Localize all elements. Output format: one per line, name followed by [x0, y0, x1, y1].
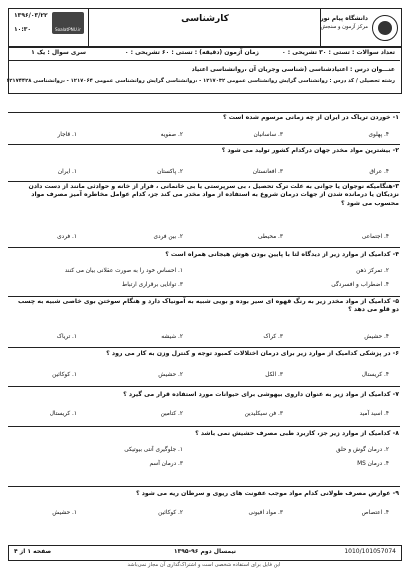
question-separator — [8, 426, 400, 427]
q3-option-1: ۱. فردی — [57, 234, 77, 240]
field-info: رشته تحصیلی / کد درس : روانشناسی گرایش روانشناسی عمومی ۱۲۱۷۰۳۲ - ،روانشناسی گرایش روانشناسی عمومی ۱۲۱۷۰۶۴ - ،روانشناسی ۱۲۱۷۴۴۲۸ — [6, 78, 395, 84]
q9-option-3: ۳. مواد افیونی — [248, 510, 283, 516]
q2-option-1: ۱. ایران — [57, 169, 77, 175]
q1-option-4: ۴. پهلوی — [368, 132, 389, 138]
site-logo-text: SoalatPNU.ir — [54, 27, 82, 32]
question-separator — [8, 144, 400, 145]
q9-option-1: ۱. حشیش — [52, 510, 77, 516]
q1-option-1: ۱. قاجار — [57, 132, 77, 138]
q7-option-2: ۲. کتامین — [160, 411, 183, 417]
question-1: ۱- خوردن تریاک در ایران از چه زمانی مرسوم شده است ؟ — [222, 114, 399, 121]
center-title: کارشناسی — [181, 14, 229, 24]
question-counts: تعداد سوالات : تستی : ۳۰ تشریحی : ۰ — [282, 49, 395, 56]
q3-option-2: ۲. بین فردی — [153, 234, 183, 240]
q8-option-1: ۱. جلوگیری آنتی بیوتیکی — [124, 447, 183, 453]
q8-option-2: ۲. درمان گوش و حلق — [336, 447, 389, 453]
semester: نیمسال دوم ۹۶-۱۳۹۵ — [173, 548, 237, 555]
footer-note: این فایل برای استفاده شخصی است و اشتراک‌گذاری آن مجاز نمی‌باشد — [127, 562, 281, 568]
question-2: ۲- بیشترین مواد مخدر جهان درکدام کشور تولید می شود ؟ — [221, 147, 399, 154]
question-5: ۵- کدامیک از مواد مخدر زیر به رنگ قهوه ای سیر بوده و بویی شبیه به آمونیاک دارد و هنگام سوختن بوی خاصی شبیه به چسب دو قلو می دهد ؟ — [17, 298, 399, 314]
exam-time: زمان آزمون (دقیقه) : تستی : ۶۰ تشریحی : ۰ — [124, 49, 259, 56]
q3-option-4: ۴. اجتماعی — [361, 234, 389, 240]
q2-option-4: ۴. عراق — [369, 169, 389, 175]
q6-option-2: ۲. حشیش — [158, 372, 183, 378]
question-separator — [8, 181, 400, 182]
q2-option-3: ۳. افغانستان — [252, 169, 283, 175]
question-7: ۷- کدامیک از مواد زیر به عنوان داروی بیهوشی برای حیوانات مورد استفاده قرار می گیرد ؟ — [123, 391, 399, 398]
question-separator — [8, 296, 400, 297]
q4-option-2: ۲. تمرکز ذهن — [356, 268, 389, 274]
q6-option-1: ۱. کوکائین — [52, 372, 77, 378]
question-9: ۹- عوارض مصرف طولانی کدام مواد موجب عفونت های ریوی و سرطان ریه می شود ؟ — [135, 490, 399, 497]
question-8: ۸- کدامیک از موارد زیر جز، کاربرد طبی مصرف حشیش نمی باشد ؟ — [195, 430, 399, 437]
q4-option-4: ۴. اضطراب و افسردگی — [331, 282, 389, 288]
university-subtitle: مرکز آزمون و سنجش — [320, 24, 368, 30]
q9-option-2: ۲. کوکائین — [158, 510, 183, 516]
university-logo — [372, 15, 398, 41]
header-divider — [88, 8, 89, 46]
question-separator — [8, 386, 400, 387]
university-logo-icon — [378, 21, 392, 35]
question-separator — [8, 486, 400, 487]
question-separator — [8, 247, 400, 248]
q1-option-3: ۳. ساسانیان — [253, 132, 283, 138]
page-number: صفحه ۱ از ۴ — [14, 548, 52, 555]
q7-option-3: ۳. فن سیکلیدین — [244, 411, 283, 417]
series: سری سوال : یک ۱ — [31, 49, 86, 56]
q1-option-2: ۲. صفویه — [160, 132, 183, 138]
site-logo — [52, 12, 84, 34]
q2-option-2: ۲. پاکستان — [157, 169, 183, 175]
q7-option-1: ۱. کریستال — [49, 411, 77, 417]
q3-option-3: ۳. محیطی — [258, 234, 283, 240]
q7-option-4: ۴. اسید آمید — [359, 411, 389, 417]
question-separator — [8, 347, 400, 348]
q5-option-3: ۳. کراک — [263, 334, 283, 340]
question-3: ۳-هنگامیکه نوجوان یا جوانی به علت ترک تحصیل ، بی سرپرستی یا بی خانمانی ، فرار از خانه و حوادثی مانند از دست دادن نزدیکان یا درمانده شدن از جهات درمان شروع به استفاده از مواد مخدر می کند جز، کدام عوامل مخاطره آمیز مصرف مواد محسوب می شود ؟ — [28, 183, 399, 207]
q6-option-3: ۳. الکل — [265, 372, 283, 378]
header-time: ۱۰:۳۰ — [14, 26, 32, 33]
course-title: عنـــوان درس : اعتیادشناسی (شناسی وجریان آن ،روانشناسی اعتیاد — [191, 66, 395, 73]
q5-option-1: ۱. تریاک — [56, 334, 77, 340]
q8-option-4: ۴. درمان MS — [357, 461, 389, 467]
q5-option-4: ۴. حشیش — [364, 334, 389, 340]
q5-option-2: ۲. شیشه — [161, 334, 183, 340]
info-divider — [8, 60, 400, 61]
question-6: ۶- در پزشکی کدامیک از موارد زیر برای درمان اختلالات کمبود توجه و کنترل وزن به کار می رود ؟ — [106, 350, 399, 357]
q4-option-1: ۱. احساس خود را به صورت عقلانی بیان می کنند — [64, 268, 183, 274]
university-name: دانشگاه پیام نور — [320, 15, 368, 22]
question-4: ۴- کدامیک از موارد زیر از دیدگاه لتا با پایین بودن هوش هیجانی همراه است ؟ — [165, 251, 399, 258]
header-date: ۱۳۹۶/۰۳/۲۲ — [14, 12, 48, 19]
exam-code: 1010/101057074 — [344, 548, 396, 555]
q8-option-3: ۳. درمان آسم — [149, 461, 183, 467]
q9-option-4: ۴. اعتصاص — [361, 510, 389, 516]
q6-option-4: ۴. کریستال — [361, 372, 389, 378]
q4-option-3: ۳. توانایی برقراری ارتباط — [121, 282, 183, 288]
question-separator — [8, 112, 400, 113]
